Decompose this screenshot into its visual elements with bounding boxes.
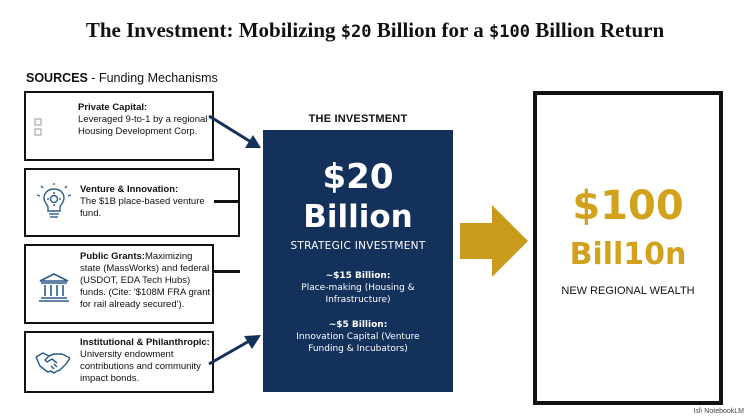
investment-part-desc: Place-making (Housing & Infrastructure) [301,283,415,305]
source-heading: Venture & Innovation: [80,184,179,195]
checkbox-list-icon [32,117,46,137]
sources-header-bold: SOURCES [26,71,88,85]
source-description: Leveraged 9-to-1 by a regional Housing Development Corp. [78,114,208,137]
title-suffix: Billion Return [529,18,665,42]
investment-header: THE INVESTMENT [308,113,408,125]
investment-part-innovation [263,319,453,355]
result-amount: $100 [572,183,684,229]
result-panel [533,91,723,405]
source-venture-innovation [24,168,240,237]
source-heading: Private Capital: [78,102,148,113]
sources-header [26,71,218,85]
investment-panel [263,130,453,392]
connector-line [214,200,240,203]
right-arrow-icon [460,205,530,277]
source-description: University endowment contributions and community impact bonds. [80,349,201,384]
handshake-icon [34,347,72,377]
connector-line [214,270,240,273]
government-building-icon [36,270,72,304]
source-public-grants [24,244,214,324]
investment-part-desc: Innovation Capital (Venture Funding & Incubators) [296,332,420,354]
investment-label: STRATEGIC INVESTMENT [290,240,426,252]
source-institutional-philanthropic [24,331,214,393]
title-amount-20: $20 [340,22,372,42]
lightbulb-gear-icon [36,182,72,222]
page-title [0,18,750,43]
arrow-institutional-to-investment [205,330,265,370]
title-amount-100: $100 [488,22,530,42]
source-heading: Institutional & Philanthropic: [80,337,210,348]
investment-part-amount: ~$5 Billion: [328,320,388,330]
source-private-capital-text [78,102,210,138]
result-label: NEW REGIONAL WEALTH [561,285,695,297]
source-description: The $1B place-based venture fund. [80,196,205,219]
watermark: Isl\ NotebookLM [693,408,744,415]
investment-part-amount: ~$15 Billion: [325,271,391,281]
source-heading: Public Grants: [80,251,145,262]
title-middle: Billion for a [371,18,489,42]
source-venture-text [80,184,210,220]
investment-part-placemaking [263,270,453,306]
investment-amount-unit: Billion [303,199,413,235]
source-description: Maximizing state (MassWorks) and federal (USDOT, EDA Tech Hubs) funds. (Cite: '$108M FRA grant for rail already secured'). [80,251,211,310]
investment-amount: $20 [322,157,394,197]
arrow-private-to-investment [205,110,265,156]
source-institutional-text [80,337,216,385]
title-prefix: The Investment: Mobilizing [85,18,341,42]
result-amount-unit: Bill10n [569,237,687,272]
source-public-grants-text [80,251,214,311]
sources-header-rest: - Funding Mechanisms [87,71,218,85]
source-private-capital [24,91,214,161]
